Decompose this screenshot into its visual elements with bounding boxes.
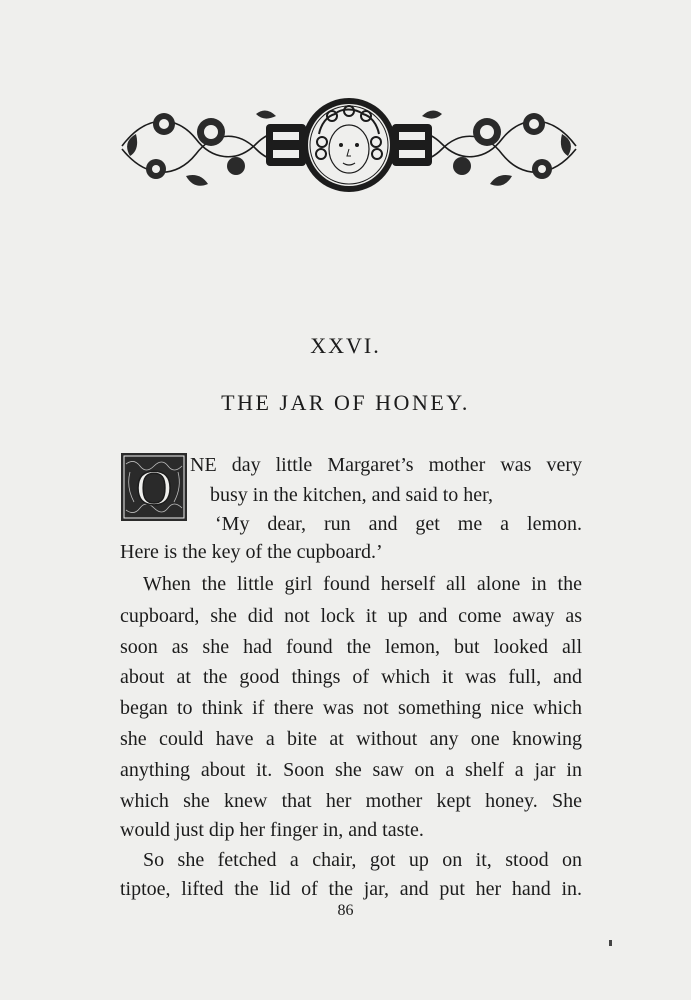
text-line: busy in the kitchen, and said to her,: [210, 484, 494, 506]
text-line: she could have a bite at without any one knowing: [120, 728, 582, 750]
text-line: began to think if there was not something nice which: [120, 697, 582, 719]
text-line: tiptoe, lifted the lid of the jar, and put her hand in.: [120, 878, 582, 900]
text-line: ‘My dear, run and get me a lemon.: [215, 513, 582, 535]
page-number: 86: [337, 902, 354, 919]
ornamental-headpiece: [116, 94, 582, 196]
text-line: about at the good things of which it was full, and: [120, 666, 582, 688]
chapter-title: THE JAR OF HONEY.: [221, 390, 470, 415]
text-line: cupboard, she did not lock it up and come away as: [120, 605, 582, 627]
decorated-initial-o-icon: [120, 452, 188, 522]
text-line: NE day little Margaret’s mother was very: [190, 454, 582, 476]
text-line: So she fetched a chair, got up on it, stood on: [143, 849, 582, 871]
decorated-initial: [120, 452, 188, 522]
text-line: soon as she had found the lemon, but looked all: [120, 636, 582, 658]
chapter-number: XXVI.: [310, 333, 381, 358]
floral-ornament-icon: [116, 94, 582, 196]
text-line: would just dip her finger in, and taste.: [120, 819, 424, 841]
paper-speck: [609, 940, 612, 946]
text-line: anything about it. Soon she saw on a shelf a jar in: [120, 759, 582, 781]
text-line: When the little girl found herself all alone in the: [143, 573, 582, 595]
text-line: which she knew that her mother kept honey. She: [120, 790, 582, 812]
svg-text:O: O: [135, 459, 173, 515]
text-line: Here is the key of the cupboard.’: [120, 541, 383, 563]
